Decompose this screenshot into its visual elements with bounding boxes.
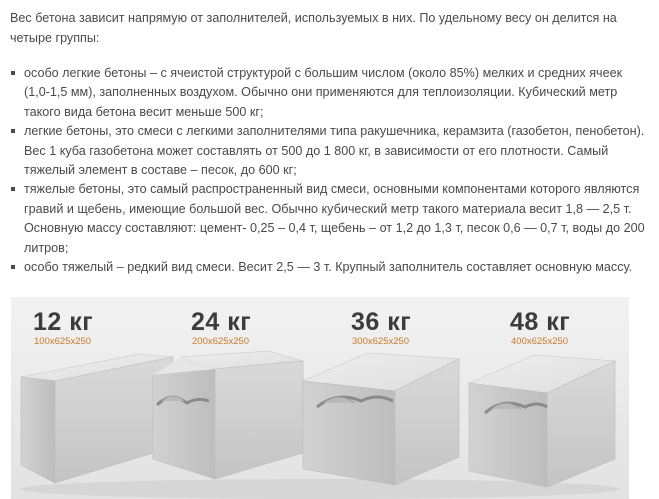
list-item-text: легкие бетоны, это смеси с легкими заполнителями типа ракушечника, керамзита (газобетон, пенобетон). Вес 1 куба газобетона может составлять от 500 до 1 800 кг, в зависимости от его плотности. Самый тяжелый элемент в составе – песок, до 600 кг; — [24, 124, 645, 178]
list-item-text: тяжелые бетоны, это самый распространенный вид смеси, основными компонентами которого являются гравий и щебень, имеющие большой вес. Обычно кубический метр такого материала весит 1,8 — 2,5 т. Основную массу составляют: цемент- 0,25 – 0,4 т, щебень – от 1,2 до 1,3 т, песок 0,6 — 0,7 т, воды до 200 литров; — [24, 182, 645, 255]
list-item — [10, 122, 650, 180]
list-item-text: особо тяжелый – редкий вид смеси. Весит 2,5 — 3 т. Крупный заполнитель составляет основную массу. — [24, 260, 633, 275]
block-24kg — [153, 351, 303, 479]
bullet-icon — [11, 71, 15, 75]
block-weight-label: 36 кг — [351, 308, 412, 336]
block-12kg — [21, 354, 173, 483]
block-weight-label: 24 кг — [191, 308, 252, 336]
aerated-blocks-image — [11, 297, 629, 499]
bullet-icon — [11, 265, 15, 269]
intro-paragraph: Вес бетона зависит напрямую от заполнителей, используемых в них. По удельному весу он делится на четыре группы: — [10, 11, 617, 45]
block-dimensions-label: 100x625x250 — [34, 336, 92, 347]
bullet-icon — [11, 187, 15, 191]
block-weight-label: 12 кг — [33, 308, 94, 336]
list-item — [10, 258, 650, 277]
block-36kg — [303, 353, 459, 485]
list-item — [10, 64, 650, 122]
block-dimensions-label: 300x625x250 — [352, 336, 410, 347]
list-item — [10, 180, 650, 258]
concrete-groups-list — [10, 64, 650, 277]
block-dimensions-label: 200x625x250 — [192, 336, 250, 347]
bullet-icon — [11, 129, 15, 133]
list-item-text: особо легкие бетоны – с ячеистой структурой с большим числом (около 85%) мелких и средних ячеек (1,0-1,5 мм), заполненных воздухом. Обычно они применяются для теплоизоляции. Кубический метр такого вида бетона весит меньше 500 кг; — [24, 66, 623, 119]
block-dimensions-label: 400x625x250 — [511, 336, 569, 347]
block-48kg — [469, 355, 615, 487]
block-weight-label: 48 кг — [510, 308, 571, 336]
